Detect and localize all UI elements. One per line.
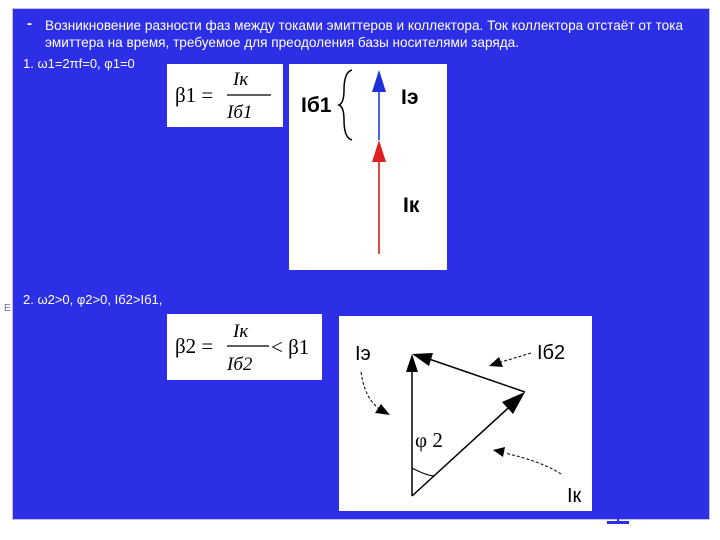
base-vector-line xyxy=(429,359,525,392)
base-pointer-arrowhead xyxy=(489,357,503,367)
diagram1-box xyxy=(289,64,447,270)
formula2-box xyxy=(167,314,322,380)
diagram2-base-label: Iб2 xyxy=(537,342,566,364)
diagram2-emitter-label: Iэ xyxy=(355,343,371,365)
formula2-denominator: Iб2 xyxy=(227,354,253,375)
case1-label: 1. ω1=2πf=0, φ1=0 xyxy=(23,56,135,71)
diagram2-angle-label: φ 2 xyxy=(415,428,443,452)
emitter-arrowhead xyxy=(372,70,386,92)
phase-angle-arc xyxy=(412,468,434,476)
formula2-numerator: Iк xyxy=(233,321,249,342)
case2-label: 2. ω2>0, φ2>0, Iб2>Iб1, xyxy=(23,292,163,307)
formula1-lhs: β1 = xyxy=(175,83,214,107)
diagram2-collector-label: Iк xyxy=(567,485,582,507)
intro-text: Возникновение разности фаз между токами эмиттеров и коллектора. Ток коллектора отстаёт от тока эмиттера на время, требуемое для преодоления базы носителями заряда. xyxy=(45,18,684,50)
slide-corner-marker xyxy=(604,512,632,528)
emitter-pointer-arrowhead xyxy=(375,404,390,415)
diagram1-collector-label: Iк xyxy=(403,194,420,217)
formula1-box xyxy=(167,64,283,127)
base-pointer xyxy=(501,353,531,362)
diagram1-emitter-label: Iэ xyxy=(401,86,419,109)
slide xyxy=(12,8,710,520)
emitter-pointer xyxy=(361,372,381,410)
bullet-dash: - xyxy=(27,15,32,32)
formula2-rhs: < β1 xyxy=(271,335,310,359)
side-mark: Е xyxy=(4,303,11,314)
base-brace xyxy=(339,70,352,140)
formula1-denominator: Iб1 xyxy=(227,102,253,123)
diagram1-base-label: Iб1 xyxy=(301,94,332,117)
collector-pointer-arrowhead xyxy=(493,447,505,457)
formula1-numerator: Iк xyxy=(233,69,249,90)
diagram2-box xyxy=(339,316,592,511)
collector-arrowhead xyxy=(372,140,386,162)
formula2-lhs: β2 = xyxy=(175,334,214,358)
collector-pointer xyxy=(505,453,561,474)
